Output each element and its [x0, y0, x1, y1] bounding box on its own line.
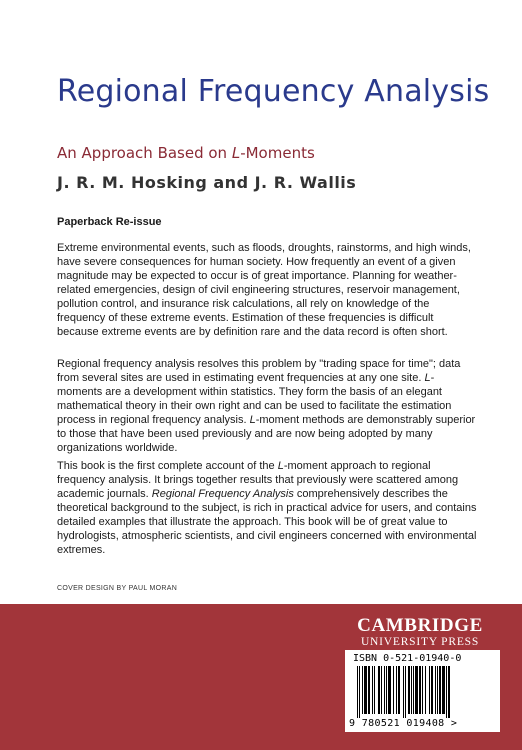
subtitle-emph: L [231, 144, 241, 162]
isbn-label: ISBN 0-521-01940-0 [353, 653, 462, 664]
publisher-subtitle: UNIVERSITY PRESS [360, 636, 480, 648]
book-title: Regional Frequency Analysis [57, 74, 490, 109]
p3-emph-2: Regional Frequency Analysis [151, 488, 294, 500]
barcode-panel [345, 650, 500, 732]
blurb-paragraph-1: Extreme environmental events, such as floods, droughts, rainstorms, and high winds, have severe consequences for human society. How frequently an event of a given magnitude may be expected to occur is of great importance. Planning for weather-related emergencies, design of civil engineering structures, reservoir management, pollution control, and insurance risk calculations, all rely on knowledge of the frequency of these extreme events. Estimation of these frequencies is difficult because extreme events are by definition rare and the data record is often short. [57, 242, 471, 338]
barcode-digits: 9 780521 019408 > [349, 718, 458, 729]
publisher-logo [345, 616, 495, 649]
p3-emph-1: L [277, 460, 284, 472]
barcode-icon [357, 666, 489, 718]
p3-part-3: comprehensively describes the theoretical background to the subject, is rich in practical advice for users, and contains detailed examples that illustrate the approach. This book will be of great value to hydrologists, atmospheric scientists, and civil engineers concerned with environmental extremes. [57, 488, 477, 556]
p2-part-2: -moments are a development within statistics. They form the basis of an elegant mathematical theory in their own right and can be used to facilitate the estimation process in regional frequency analysis. [57, 372, 452, 426]
book-subtitle [57, 144, 315, 162]
publisher-name: CAMBRIDGE [357, 615, 483, 636]
cover-design-credit: COVER DESIGN BY PAUL MORAN [57, 585, 178, 592]
book-authors: J. R. M. Hosking and J. R. Wallis [57, 173, 357, 192]
subtitle-prefix: An Approach Based on [57, 144, 232, 162]
p2-part-1: Regional frequency analysis resolves this problem by "trading space for time"; data from several sites are used in estimating event frequencies at any one site. [57, 358, 461, 384]
blurb-paragraph-3 [57, 459, 477, 557]
reissue-label: Paperback Re-issue [57, 216, 162, 228]
blurb-paragraph-2 [57, 357, 477, 455]
p2-emph-1: L [424, 372, 431, 384]
p3-part-1: This book is the first complete account of the [57, 460, 278, 472]
subtitle-suffix: -Moments [240, 144, 315, 162]
p2-emph-2: L [249, 414, 256, 426]
p3-part-2: -moment approach to regional frequency analysis. It brings together results that previously were scattered among academic journals. [57, 460, 459, 500]
p2-part-3: -moment methods are demonstrably superior to those that have been used previously and are now being adopted by many organizations worldwide. [57, 414, 476, 454]
